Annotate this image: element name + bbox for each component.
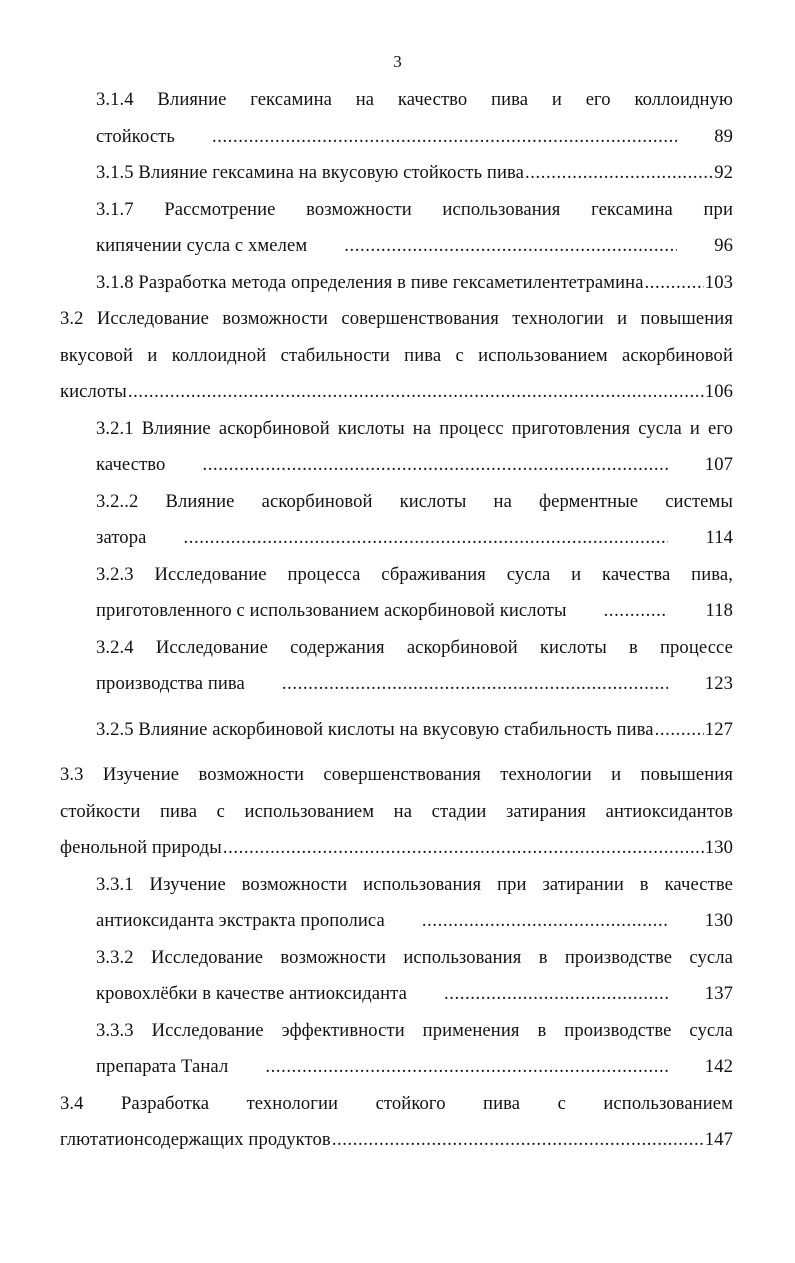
toc-entry-3-2 bbox=[60, 301, 733, 411]
toc-entry-line: 3.2.3 Исследование процесса сбраживания сусла и качества пива, bbox=[96, 563, 733, 585]
toc-entry-lastline bbox=[60, 447, 733, 484]
toc-entry-lastline bbox=[60, 520, 733, 557]
toc-entry-line: 3.2.4 Исследование содержания аскорбиновой кислоты в процессе bbox=[96, 636, 733, 658]
toc-entry-text: стойкость bbox=[96, 125, 175, 147]
toc-entry-3-3-3 bbox=[60, 1013, 733, 1086]
toc-page-number: 123 bbox=[704, 673, 733, 694]
toc-entry-line: 3.2 Исследование возможности совершенствования технологии и повышения bbox=[60, 308, 733, 329]
toc-entry-lastline bbox=[60, 228, 733, 265]
toc-entry-3-1-8 bbox=[60, 265, 733, 302]
toc-page-number: 137 bbox=[704, 983, 733, 1004]
toc-entry-3-1-4 bbox=[60, 82, 733, 155]
toc-entry-text: глютатионсодержащих продуктов bbox=[60, 1129, 331, 1150]
toc-entry-line: 3.2.1 Влияние аскорбиновой кислоты на процесс приготовления сусла и его bbox=[96, 417, 733, 439]
leader-dots bbox=[655, 712, 704, 749]
toc-entry-line: 3.3 Изучение возможности совершенствования технологии и повышения bbox=[60, 764, 733, 785]
leader-dots bbox=[308, 228, 677, 265]
leader-dots bbox=[147, 520, 668, 557]
toc-entry-text: кровохлёбки в качестве антиоксиданта bbox=[96, 983, 407, 1004]
leader-dots bbox=[166, 447, 667, 484]
toc-page-number: 130 bbox=[704, 837, 733, 858]
leader-dots bbox=[223, 830, 704, 867]
toc-entry-lastline bbox=[60, 903, 733, 940]
toc-entry-3-2-5 bbox=[60, 712, 733, 749]
toc-page-number: 96 bbox=[714, 235, 733, 256]
toc-entry-lastline bbox=[60, 119, 733, 156]
toc-entry-lastline bbox=[60, 712, 733, 749]
toc-page-number: 107 bbox=[704, 454, 733, 475]
toc-entry-3-3-2 bbox=[60, 940, 733, 1013]
toc-entry-line: 3.1.4 Влияние гексамина на качество пива и его коллоидную bbox=[96, 89, 733, 110]
toc-entry-3-3-1 bbox=[60, 867, 733, 940]
toc-entry-line: вкусовой и коллоидной стабильности пива с использованием аскорбиновой bbox=[60, 344, 733, 366]
page-number: 3 bbox=[393, 52, 402, 71]
toc-page-number: 92 bbox=[714, 162, 733, 183]
toc-entry-text: производства пива bbox=[96, 673, 245, 694]
toc-page-number: 127 bbox=[704, 718, 733, 740]
toc-page-number: 147 bbox=[704, 1129, 733, 1150]
leader-dots bbox=[408, 976, 668, 1013]
toc-entry-3-2-4 bbox=[60, 630, 733, 703]
toc-entry-line: 3.3.3 Исследование эффективности применения в производстве сусла bbox=[96, 1019, 733, 1041]
toc-entry-line: 3.4 Разработка технологии стойкого пива с использованием bbox=[60, 1092, 733, 1114]
toc-entry-text: затора bbox=[96, 527, 147, 548]
toc-page-number: 114 bbox=[705, 527, 733, 548]
leader-dots bbox=[568, 593, 669, 630]
toc-entry-3-2-3 bbox=[60, 557, 733, 630]
toc-entry-text: 3.1.8 Разработка метода определения в пиве гексаметилентетрамина bbox=[96, 271, 644, 293]
toc-entry-line: 3.2..2 Влияние аскорбиновой кислоты на ферментные системы bbox=[96, 490, 733, 512]
leader-dots bbox=[525, 155, 713, 192]
toc-page-number: 118 bbox=[705, 600, 733, 621]
toc-entry-text: 3.1.5 Влияние гексамина на вкусовую стойкость пива bbox=[96, 162, 524, 183]
toc-entry-text: 3.2.5 Влияние аскорбиновой кислоты на вкусовую стабильность пива bbox=[96, 718, 654, 740]
toc-entry-lastline bbox=[60, 374, 733, 411]
leader-dots bbox=[176, 119, 677, 156]
toc-entry-3-1-5 bbox=[60, 155, 733, 192]
toc-entry-text: фенольной природы bbox=[60, 837, 222, 858]
table-of-contents bbox=[60, 82, 733, 1159]
leader-dots bbox=[645, 265, 704, 302]
toc-page-number: 103 bbox=[704, 271, 733, 293]
toc-page-number: 89 bbox=[714, 125, 733, 147]
toc-entry-3-2-1 bbox=[60, 411, 733, 484]
toc-page-number: 106 bbox=[704, 381, 733, 402]
toc-entry-lastline bbox=[60, 1122, 733, 1159]
leader-dots bbox=[332, 1122, 704, 1159]
toc-entry-3-2-2 bbox=[60, 484, 733, 557]
toc-entry-3-3 bbox=[60, 757, 733, 867]
toc-entry-line: 3.3.2 Исследование возможности использования в производстве сусла bbox=[96, 946, 733, 968]
toc-entry-text: препарата Танал bbox=[96, 1056, 229, 1077]
toc-page-number: 130 bbox=[704, 910, 733, 931]
toc-entry-lastline bbox=[60, 155, 733, 192]
toc-entry-text: кипячении сусла с хмелем bbox=[96, 235, 308, 256]
toc-entry-3-1-7 bbox=[60, 192, 733, 265]
toc-entry-line: 3.1.7 Рассмотрение возможности использования гексамина при bbox=[96, 198, 733, 220]
toc-entry-text: качество bbox=[96, 454, 166, 475]
toc-page-number: 142 bbox=[704, 1056, 733, 1077]
toc-entry-3-4 bbox=[60, 1086, 733, 1159]
leader-dots bbox=[229, 1049, 667, 1086]
toc-entry-text: приготовленного с использованием аскорбиновой кислоты bbox=[96, 600, 567, 621]
leader-dots bbox=[128, 374, 704, 411]
leader-dots bbox=[386, 903, 668, 940]
toc-entry-text: кислоты bbox=[60, 381, 127, 402]
toc-entry-lastline bbox=[60, 265, 733, 302]
toc-entry-line: 3.3.1 Изучение возможности использования при затирании в качестве bbox=[96, 873, 733, 895]
toc-entry-lastline bbox=[60, 1049, 733, 1086]
leader-dots bbox=[246, 666, 668, 703]
toc-entry-text: антиоксиданта экстракта прополиса bbox=[96, 910, 385, 931]
toc-entry-lastline bbox=[60, 830, 733, 867]
toc-entry-lastline bbox=[60, 593, 733, 630]
toc-entry-lastline bbox=[60, 666, 733, 703]
toc-entry-lastline bbox=[60, 976, 733, 1013]
toc-entry-line: стойкости пива с использованием на стадии затирания антиоксидантов bbox=[60, 800, 733, 822]
